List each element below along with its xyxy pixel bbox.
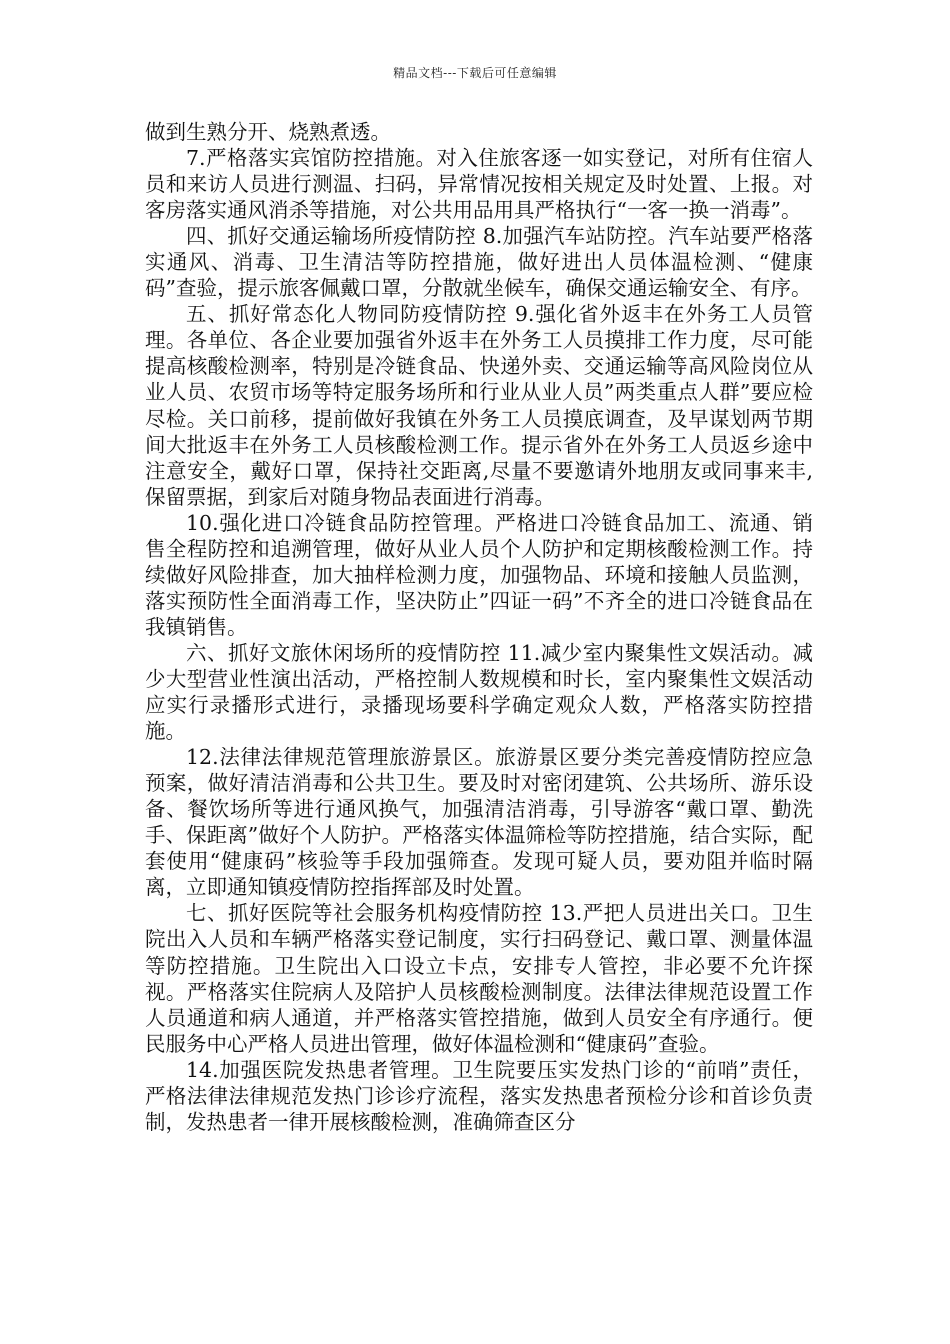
paragraph-scenic-areas: 12.法律法律规范管理旅游景区。旅游景区要分类完善疫情防控应急预案，做好清洁消毒和公共卫生。要及时对密闭建筑、公共场所、游乐设备、餐饮场所等进行通风换气，加强清洁消毒，引导游客“戴口罩、勤洗手、保距离”做好个人防护。严格落实体温筛检等防控措施，结合实际，配套使用“健康码”核验等手段加强筛查。发现可疑人员，要劝阻并临时隔离，立即通知镇疫情防控指挥部及时处置。 <box>145 745 813 900</box>
document-body <box>145 119 813 1135</box>
paragraph-cultural-venues: 六、抓好文旅休闲场所的疫情防控 11.减少室内聚集性文娱活动。减少大型营业性演出活动，严格控制人数规模和时长，室内聚集性文娱活动应实行录播形式进行，录播现场要科学确定观众人数，严格落实防控措施。 <box>145 640 813 744</box>
paragraph-cold-chain: 10.强化进口冷链食品防控管理。严格进口冷链食品加工、流通、销售全程防控和追溯管理，做好从业人员个人防护和定期核酸检测工作。持续做好风险排查，加大抽样检测力度，加强物品、环境和接触人员监测，落实预防性全面消毒工作，坚决防止”四证一码”不齐全的进口冷链食品在我镇销售。 <box>145 510 813 639</box>
paragraph-migrant-workers: 五、抓好常态化人物同防疫情防控 9.强化省外返丰在外务工人员管理。各单位、各企业要加强省外返丰在外务工人员摸排工作力度，尽可能提高核酸检测率，特别是冷链食品、快递外卖、交通运输等高风险岗位从业人员、农贸市场等特定服务场所和行业从业人员”两类重点人群”要应检尽检。关口前移，提前做好我镇在外务工人员摸底调查，及早谋划两节期间大批返丰在外务工人员核酸检测工作。提示省外在外务工人员返乡途中注意安全，戴好口罩，保持社交距离,尽量不要邀请外地朋友或同事来丰,保留票据，到家后对随身物品表面进行消毒。 <box>145 302 813 509</box>
paragraph-transport-control: 四、抓好交通运输场所疫情防控 8.加强汽车站防控。汽车站要严格落实通风、消毒、卫生清洁等防控措施，做好进出人员体温检测、“健康码”查验，提示旅客佩戴口罩，分散就坐候车，确保交通运输安全、有序。 <box>145 224 813 301</box>
paragraph-fever-patients: 14.加强医院发热患者管理。卫生院要压实发热门诊的“前哨”责任，严格法律法律规范发热门诊诊疗流程，落实发热患者预检分诊和首诊负责制，发热患者一律开展核酸检测，准确筛查区分 <box>145 1057 813 1134</box>
paragraph-hotel-control: 7.严格落实宾馆防控措施。对入住旅客逐一如实登记，对所有住宿人员和来访人员进行测温、扫码，异常情况按相关规定及时处置、上报。对客房落实通风消杀等措施，对公共用品用具严格执行“一客一换一消毒”。 <box>145 146 813 223</box>
paragraph-hospital-access: 七、抓好医院等社会服务机构疫情防控 13.严把人员进出关口。卫生院出入人员和车辆严格落实登记制度，实行扫码登记、戴口罩、测量体温等防控措施。卫生院出入口设立卡点，安排专人管控，非必要不允许探视。严格落实住院病人及陪护人员核酸检测制度。法律法律规范设置工作人员通道和病人通道，并严格落实管控措施，做到人员安全有序通行。便民服务中心严格人员进出管理，做好体温检测和“健康码”查验。 <box>145 901 813 1056</box>
paragraph-food-safety-tail: 做到生熟分开、烧熟煮透。 <box>145 120 391 144</box>
page-header: 精品文档---下载后可任意编辑 <box>393 66 557 80</box>
